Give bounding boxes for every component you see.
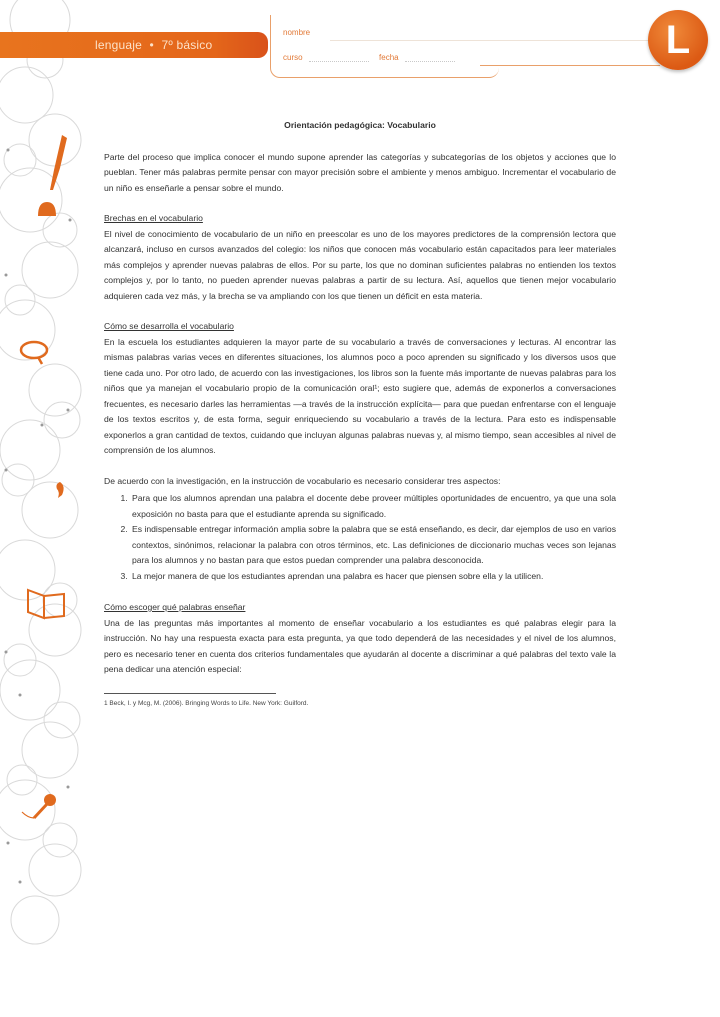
grade-label: 7º básico xyxy=(161,38,213,52)
section-heading: Cómo escoger qué palabras enseñar xyxy=(104,602,246,612)
course-field[interactable] xyxy=(309,53,369,62)
list-item: 1. Para que los alumnos aprendan una palabra el docente debe proveer múltiples oportunidades de encuentro, ya que una sola exposición no basta para que el estudiante aprenda su significado. xyxy=(130,491,616,522)
section-heading: Brechas en el vocabulario xyxy=(104,213,203,223)
section-body: El nivel de conocimiento de vocabulario de un niño en preescolar es uno de los mayores predictores de la comprensión lectora que alcanzará, incluso en cursos avanzados del colegio: los niños que conocen más vocabulario están capacitados para leer materiales más complejos y aprender nuevas palabras de ellos. Por su parte, los que no dominan suficientes palabras no entienden los textos complejos y, por lo tanto, no pueden aprender nuevas palabras a partir de su lectura. Así, aquellos que tienen mejor vocabulario adquieren cada vez más, y la brecha se va ampliando con los que tienen un déficit en esta materia. xyxy=(104,228,616,301)
separator-dot: • xyxy=(149,38,154,52)
list-item: 2. Es indispensable entregar información amplia sobre la palabra que se está enseñando, es decir, dar ejemplos de uso en varios contextos, sinónimos, relacionar la palabra con otros términos, etc. Las definiciones de diccionario muchas veces son lejanas para los alumnos y no bastan para que estos puedan comprender una palabra desconocida. xyxy=(130,522,616,569)
date-label: fecha xyxy=(379,53,399,62)
header-rule xyxy=(480,65,660,66)
document-body xyxy=(104,118,616,711)
section-heading: Cómo se desarrolla el vocabulario xyxy=(104,321,234,331)
document-title: Orientación pedagógica: Vocabulario xyxy=(284,120,436,130)
subject-label: lenguaje xyxy=(95,38,142,52)
aspects-list xyxy=(104,491,616,584)
subject-grade-label xyxy=(95,38,212,52)
decorative-border xyxy=(0,0,95,1017)
section-brechas xyxy=(104,211,616,304)
course-date-row xyxy=(283,53,455,62)
subject-banner xyxy=(0,32,268,58)
section-escoger xyxy=(104,600,616,678)
intro-paragraph: Parte del proceso que implica conocer el mundo supone aprender las categorías y subcategorías de los objetos y acciones que lo pueblan. Tener más palabras permite pensar con mayor precisión sobre el ambiente y menos ambiguo. Incrementar el vocabulario de un niño es enseñarle a pensar sobre el mundo. xyxy=(104,151,616,193)
course-label: curso xyxy=(283,53,303,62)
section-body: Una de las preguntas más importantes al momento de enseñar vocabulario a los estudiantes es qué palabras elegir para la instrucción. No hay una respuesta exacta para esta pregunta, ya que todo dependerá de las necesidades y el nivel de los alumnos, pero es necesario tener en cuenta dos criterios fundamentales que ayudarán al docente a discriminar a qué palabras del texto vale la pena dedicar una atención especial: xyxy=(104,617,616,674)
footnote: 1 Beck, I. y Mcg, M. (2006). Bringing Words to Life. New York: Guilford. xyxy=(104,699,309,707)
name-row xyxy=(283,28,310,37)
list-item: 3. La mejor manera de que los estudiantes aprendan una palabra es hacer que piensen sobre ella y la utilicen. xyxy=(130,569,616,585)
subject-badge: L xyxy=(648,10,708,70)
research-intro: De acuerdo con la investigación, en la instrucción de vocabulario es necesario considerar tres aspectos: xyxy=(104,475,501,486)
section-body: En la escuela los estudiantes adquieren la mayor parte de su vocabulario a través de conversaciones y lecturas. Al encontrar las mismas palabras varias veces en diferentes situaciones, los alumnos poco a poco aprenden su significado y los diversos usos que tiene cada uno. Por otro lado, de acuerdo con las investigaciones, los libros son la fuente más importante de nuevas palabras para los niños que ya manejan el vocabulario propio de la comunicación oral¹; esto sugiere que, además de exponerlos a conversaciones frecuentes, es necesario darles las herramientas —a través de la instrucción explícita— para que puedan enfrentarse con el lenguaje de los textos escritos y, de esta forma, seguir enriqueciendo su vocabulario a través de la lectura. Para esto es indispensable exponerlos a gran cantidad de textos, cuidando que incluyan algunas palabras nuevas y, al mismo tiempo, sean accesibles al nivel de comprensión de los alumnos. xyxy=(104,336,616,455)
section-desarrollo xyxy=(104,319,616,459)
pen-icon xyxy=(50,135,67,190)
name-label: nombre xyxy=(283,28,311,37)
footnote-divider xyxy=(104,693,276,694)
date-field[interactable] xyxy=(405,53,455,62)
student-info-form xyxy=(270,15,499,78)
